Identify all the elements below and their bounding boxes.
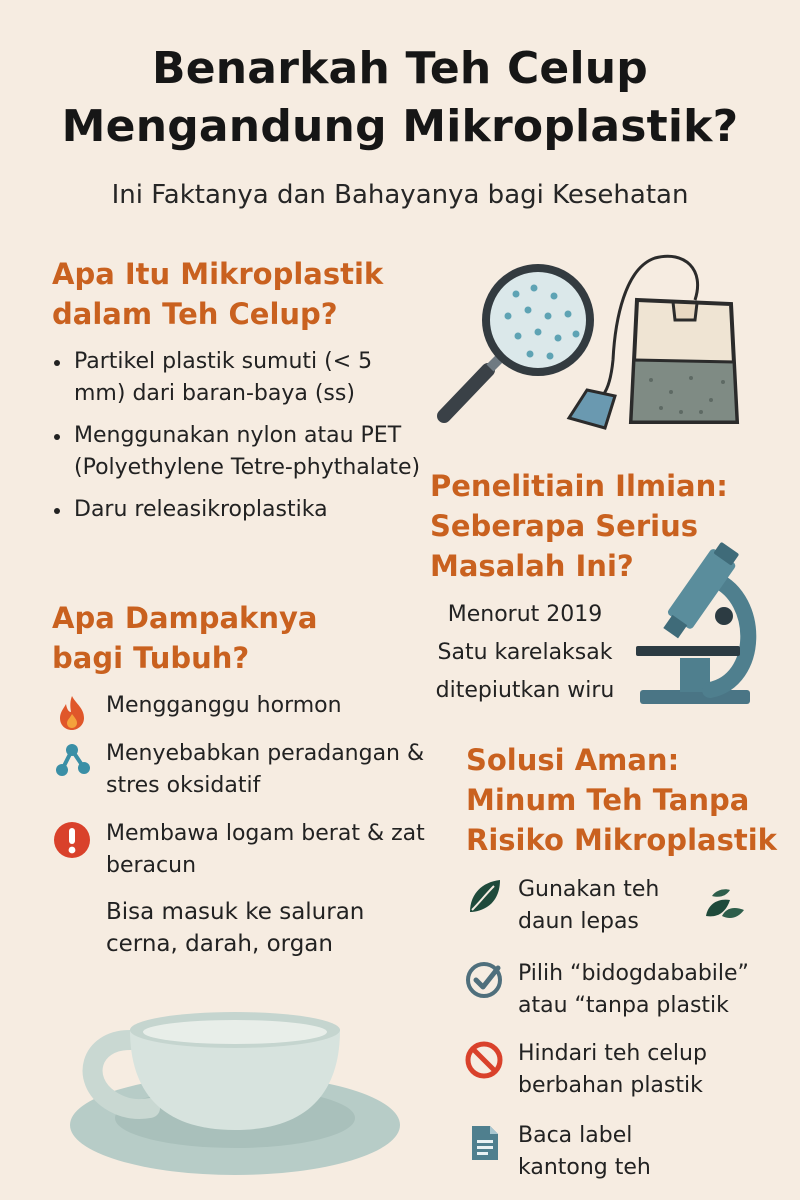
- research-text-line-2: Satu karelaksak: [437, 640, 613, 665]
- document-icon: [464, 1122, 504, 1162]
- flame-icon: [52, 692, 92, 732]
- section-solution-heading-line-3: Risiko Mikroplastik: [466, 823, 777, 857]
- section-what-heading-line-1: Apa Itu Mikroplastik: [52, 257, 384, 291]
- solution-text: Gunakan teh daun lepas: [518, 877, 660, 934]
- section-impact-heading-line-1: Apa Dampaknya: [52, 601, 318, 635]
- leaf-icon: [464, 876, 504, 916]
- leaves-icon: [702, 886, 746, 926]
- research-text-line-1: Menorut 2019: [447, 602, 603, 627]
- impact-text: Menyebabkan peradangan & stres oksidatif: [106, 741, 425, 798]
- section-impact-heading: [52, 598, 412, 678]
- impact-extra-text: Bisa masuk ke saluran cerna, darah, organ: [106, 899, 365, 957]
- bullet-item: Partikel plastik sumuti (< 5 mm) dari baran-baya (ss): [52, 346, 422, 410]
- solution-text: Baca label kantong teh: [518, 1123, 651, 1180]
- section-solution-heading: [466, 740, 786, 860]
- title-line-2: Mengandung Mikroplastik?: [61, 101, 739, 152]
- tea-bag-icon: [555, 250, 745, 440]
- impact-item: [52, 738, 432, 802]
- solution-item: [464, 1120, 774, 1184]
- alert-icon: [52, 820, 92, 860]
- section-research-text: [420, 596, 630, 710]
- impact-item: [52, 818, 432, 882]
- section-impact-heading-line-2: bagi Tubuh?: [52, 641, 250, 675]
- molecule-icon: [52, 740, 92, 780]
- microscope-icon: [630, 540, 790, 710]
- research-text-line-3: ditepiutkan wiru: [435, 678, 615, 703]
- title-line-1: Benarkah Teh Celup: [152, 43, 648, 94]
- check-circle-icon: [464, 960, 504, 1000]
- solution-item: [464, 1038, 774, 1102]
- section-research-heading-line-3: Masalah Ini?: [430, 549, 634, 583]
- prohibited-icon: [464, 1040, 504, 1080]
- impact-item: [52, 690, 432, 732]
- solution-text: Pilih “bidogdababile” atau “tanpa plastik: [518, 961, 749, 1018]
- solution-item: [464, 958, 774, 1022]
- section-what-heading-line-2: dalam Teh Celup?: [52, 297, 338, 331]
- tea-cup-icon: [40, 1010, 400, 1190]
- impact-text: Mengganggu hormon: [106, 693, 342, 718]
- bullet-item: Menggunakan nylon atau PET (Polyethylene Tetre-phythalate): [52, 420, 422, 484]
- section-what-heading: [52, 254, 432, 334]
- page-title: [0, 40, 800, 156]
- section-research-heading-line-2: Seberapa Serius: [430, 509, 698, 543]
- impact-text: Membawa logam berat & zat beracun: [106, 821, 425, 878]
- section-solution-heading-line-1: Solusi Aman:: [466, 743, 680, 777]
- section-solution-heading-line-2: Minum Teh Tanpa: [466, 783, 750, 817]
- solution-text: Hindari teh celup berbahan plastik: [518, 1041, 707, 1098]
- section-what-bullets: [52, 346, 422, 536]
- bullet-item: Daru releasikroplastika: [52, 494, 422, 526]
- page-subtitle: Ini Faktanya dan Bahayanya bagi Kesehatan: [111, 180, 689, 210]
- section-research-heading-line-1: Penelitiain Ilmian:: [430, 469, 728, 503]
